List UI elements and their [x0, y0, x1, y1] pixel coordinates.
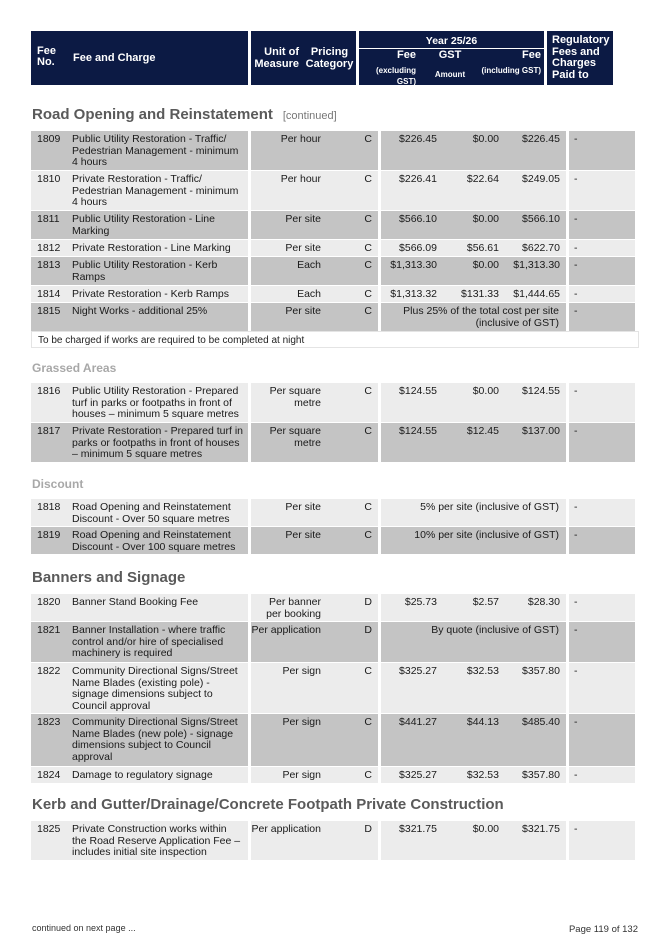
- pricing-category: C: [325, 383, 378, 422]
- fee-incl-gst: $566.10: [505, 211, 566, 239]
- unit-of-measure: Per banner per booking: [251, 594, 325, 621]
- fee-number: 1819: [31, 527, 66, 554]
- gst-amount: $32.53: [444, 663, 505, 713]
- fee-incl-gst: $226.45: [505, 131, 566, 170]
- pricing-category: C: [325, 131, 378, 170]
- table-row: [31, 767, 639, 783]
- regulatory-paid-to: -: [569, 240, 635, 256]
- fee-description: Private Construction works within the Road Reserve Application Fee – includes initial site inspection: [66, 821, 248, 860]
- fee-excl-gst: $1,313.32: [381, 286, 444, 302]
- table-row: [31, 821, 639, 860]
- table-row: [31, 714, 639, 766]
- unit-of-measure: Per site: [251, 211, 325, 239]
- fee-incl-gst: $622.70: [505, 240, 566, 256]
- fee-incl-gst: $357.80: [505, 663, 566, 713]
- fee-description: Private Restoration - Traffic/ Pedestrian Management - minimum 4 hours: [66, 171, 248, 210]
- table-row: [31, 171, 639, 210]
- fee-number: 1814: [31, 286, 66, 302]
- regulatory-paid-to: -: [569, 594, 635, 621]
- header-unit-of-measure: Unit of Measure: [251, 31, 303, 85]
- fee-incl-gst: $357.80: [505, 767, 566, 783]
- fee-description: Private Restoration - Kerb Ramps: [66, 286, 248, 302]
- unit-of-measure: Per sign: [251, 714, 325, 766]
- regulatory-paid-to: -: [569, 423, 635, 462]
- gst-amount: $22.64: [444, 171, 505, 210]
- table-row: [31, 527, 639, 554]
- fee-excl-gst: $325.27: [381, 663, 444, 713]
- header-fee-no: Fee No.: [31, 31, 66, 85]
- section-title-discount: Discount: [32, 477, 84, 491]
- fee-description: Community Directional Signs/Street Name Blades (existing pole) - signage dimensions subject to Council approval: [66, 663, 248, 713]
- pricing-category: D: [325, 622, 378, 662]
- fee-description: Road Opening and Reinstatement Discount - Over 100 square metres: [66, 527, 248, 554]
- gst-amount: $0.00: [444, 211, 505, 239]
- fee-number: 1816: [31, 383, 66, 422]
- section-title-banners-signage: Banners and Signage: [32, 569, 186, 586]
- section-title-grassed-areas: Grassed Areas: [32, 361, 117, 375]
- fee-excl-gst: $441.27: [381, 714, 444, 766]
- table-row: [31, 211, 639, 239]
- fee-incl-gst: $124.55: [505, 383, 566, 422]
- unit-of-measure: Each: [251, 257, 325, 285]
- fee-span-text: 10% per site (inclusive of GST): [381, 527, 566, 554]
- pricing-category: C: [325, 423, 378, 462]
- table-header: [31, 31, 639, 85]
- fee-incl-gst: $321.75: [505, 821, 566, 860]
- fee-number: 1818: [31, 499, 66, 526]
- fee-description: Banner Stand Booking Fee: [66, 594, 248, 621]
- unit-of-measure: Per site: [251, 303, 325, 331]
- pricing-category: C: [325, 499, 378, 526]
- unit-of-measure: Per site: [251, 499, 325, 526]
- table-row: [31, 303, 639, 331]
- regulatory-paid-to: -: [569, 171, 635, 210]
- table-row: [31, 663, 639, 713]
- pricing-category: D: [325, 821, 378, 860]
- header-year: Year 25/26: [425, 35, 478, 47]
- fee-number: 1823: [31, 714, 66, 766]
- fee-excl-gst: $1,313.30: [381, 257, 444, 285]
- fee-number: 1809: [31, 131, 66, 170]
- fee-span-text: By quote (inclusive of GST): [381, 622, 566, 662]
- fee-excl-gst: $321.75: [381, 821, 444, 860]
- fee-description: Public Utility Restoration - Kerb Ramps: [66, 257, 248, 285]
- pricing-category: C: [325, 240, 378, 256]
- unit-of-measure: Per sign: [251, 767, 325, 783]
- fee-number: 1812: [31, 240, 66, 256]
- unit-of-measure: Per site: [251, 527, 325, 554]
- section-title-road-opening: Road Opening and Reinstatement [continued]: [32, 106, 337, 123]
- section-title-kerb-gutter: Kerb and Gutter/Drainage/Concrete Footpath Private Construction: [32, 796, 504, 813]
- gst-amount: $0.00: [444, 257, 505, 285]
- fee-description: Community Directional Signs/Street Name Blades (new pole) - signage dimensions subject to Council approval: [66, 714, 248, 766]
- header-fee-excl: Fee: [397, 49, 416, 61]
- fee-excl-gst: $226.45: [381, 131, 444, 170]
- fee-number: 1821: [31, 622, 66, 662]
- regulatory-paid-to: -: [569, 714, 635, 766]
- fee-number: 1825: [31, 821, 66, 860]
- footer-page-number: Page 119 of 132: [568, 924, 638, 935]
- pricing-category: C: [325, 171, 378, 210]
- fee-span-text: Plus 25% of the total cost per site (inclusive of GST): [381, 303, 566, 331]
- section-continued-note: [continued]: [282, 110, 337, 122]
- fee-description: Night Works - additional 25%: [66, 303, 248, 331]
- table-row: [31, 131, 639, 170]
- fee-excl-gst: $124.55: [381, 383, 444, 422]
- fee-description: Banner Installation - where traffic control and/or hire of specialised machinery is required: [66, 622, 248, 662]
- unit-of-measure: Per square metre: [251, 383, 325, 422]
- fee-number: 1817: [31, 423, 66, 462]
- pricing-category: C: [325, 303, 378, 331]
- fee-description: Private Restoration - Prepared turf in parks or footpaths in front of houses – minimum 5 square metres: [66, 423, 248, 462]
- gst-amount: $44.13: [444, 714, 505, 766]
- fee-description: Road Opening and Reinstatement Discount - Over 50 square metres: [66, 499, 248, 526]
- regulatory-paid-to: -: [569, 767, 635, 783]
- fee-excl-gst: $566.10: [381, 211, 444, 239]
- header-fee-and-charge: Fee and Charge: [66, 31, 248, 85]
- fee-number: 1810: [31, 171, 66, 210]
- fee-excl-gst: $325.27: [381, 767, 444, 783]
- header-fee-incl: Fee: [522, 49, 541, 61]
- table-row: [31, 423, 639, 462]
- gst-amount: $2.57: [444, 594, 505, 621]
- pricing-category: C: [325, 663, 378, 713]
- unit-of-measure: Per site: [251, 240, 325, 256]
- fee-incl-gst: $137.00: [505, 423, 566, 462]
- header-pricing-category: Pricing Category: [303, 31, 356, 85]
- unit-of-measure: Per hour: [251, 131, 325, 170]
- pricing-category: C: [325, 286, 378, 302]
- fee-excl-gst: $566.09: [381, 240, 444, 256]
- fee-excl-gst: $226.41: [381, 171, 444, 210]
- regulatory-paid-to: -: [569, 131, 635, 170]
- unit-of-measure: Per square metre: [251, 423, 325, 462]
- fee-number: 1824: [31, 767, 66, 783]
- fee-incl-gst: $1,313.30: [505, 257, 566, 285]
- header-fee-incl-sub: (including GST): [481, 66, 541, 75]
- table-row: [31, 594, 639, 621]
- header-regulatory: Regulatory Fees and Charges Paid to: [547, 31, 613, 85]
- night-works-note: To be charged if works are required to be completed at night: [31, 331, 639, 348]
- fee-description: Damage to regulatory signage: [66, 767, 248, 783]
- header-fee-excl-sub: (excluding GST): [375, 66, 416, 86]
- pricing-category: D: [325, 594, 378, 621]
- unit-of-measure: Per hour: [251, 171, 325, 210]
- unit-of-measure: Per application: [251, 821, 325, 860]
- fee-incl-gst: $485.40: [505, 714, 566, 766]
- unit-of-measure: Per application: [251, 622, 325, 662]
- table-row: [31, 383, 639, 422]
- header-gst-sub: Amount: [434, 70, 466, 79]
- regulatory-paid-to: -: [569, 303, 635, 331]
- fee-number: 1815: [31, 303, 66, 331]
- fee-number: 1811: [31, 211, 66, 239]
- pricing-category: C: [325, 714, 378, 766]
- header-year-group: [359, 31, 544, 85]
- regulatory-paid-to: -: [569, 663, 635, 713]
- table-row: [31, 499, 639, 526]
- pricing-category: C: [325, 257, 378, 285]
- unit-of-measure: Each: [251, 286, 325, 302]
- gst-amount: $131.33: [444, 286, 505, 302]
- header-gst: GST: [438, 49, 462, 61]
- fee-span-text: 5% per site (inclusive of GST): [381, 499, 566, 526]
- gst-amount: $12.45: [444, 423, 505, 462]
- fee-incl-gst: $28.30: [505, 594, 566, 621]
- regulatory-paid-to: -: [569, 286, 635, 302]
- gst-amount: $0.00: [444, 383, 505, 422]
- table-row: [31, 622, 639, 662]
- regulatory-paid-to: -: [569, 211, 635, 239]
- regulatory-paid-to: -: [569, 499, 635, 526]
- fee-excl-gst: $124.55: [381, 423, 444, 462]
- fee-description: Private Restoration - Line Marking: [66, 240, 248, 256]
- fee-description: Public Utility Restoration - Traffic/ Pedestrian Management - minimum 4 hours: [66, 131, 248, 170]
- fee-number: 1822: [31, 663, 66, 713]
- regulatory-paid-to: -: [569, 257, 635, 285]
- pricing-category: C: [325, 527, 378, 554]
- regulatory-paid-to: -: [569, 821, 635, 860]
- table-row: [31, 286, 639, 302]
- fee-description: Public Utility Restoration - Prepared turf in parks or footpaths in front of houses – minimum 5 square metres: [66, 383, 248, 422]
- pricing-category: C: [325, 211, 378, 239]
- gst-amount: $0.00: [444, 821, 505, 860]
- gst-amount: $0.00: [444, 131, 505, 170]
- table-row: [31, 257, 639, 285]
- regulatory-paid-to: -: [569, 622, 635, 662]
- footer-continued: continued on next page ...: [32, 923, 136, 933]
- regulatory-paid-to: -: [569, 383, 635, 422]
- fee-incl-gst: $249.05: [505, 171, 566, 210]
- table-row: [31, 240, 639, 256]
- regulatory-paid-to: -: [569, 527, 635, 554]
- gst-amount: $56.61: [444, 240, 505, 256]
- fee-number: 1813: [31, 257, 66, 285]
- gst-amount: $32.53: [444, 767, 505, 783]
- unit-of-measure: Per sign: [251, 663, 325, 713]
- fee-description: Public Utility Restoration - Line Marking: [66, 211, 248, 239]
- pricing-category: C: [325, 767, 378, 783]
- fee-incl-gst: $1,444.65: [505, 286, 566, 302]
- fee-number: 1820: [31, 594, 66, 621]
- fee-excl-gst: $25.73: [381, 594, 444, 621]
